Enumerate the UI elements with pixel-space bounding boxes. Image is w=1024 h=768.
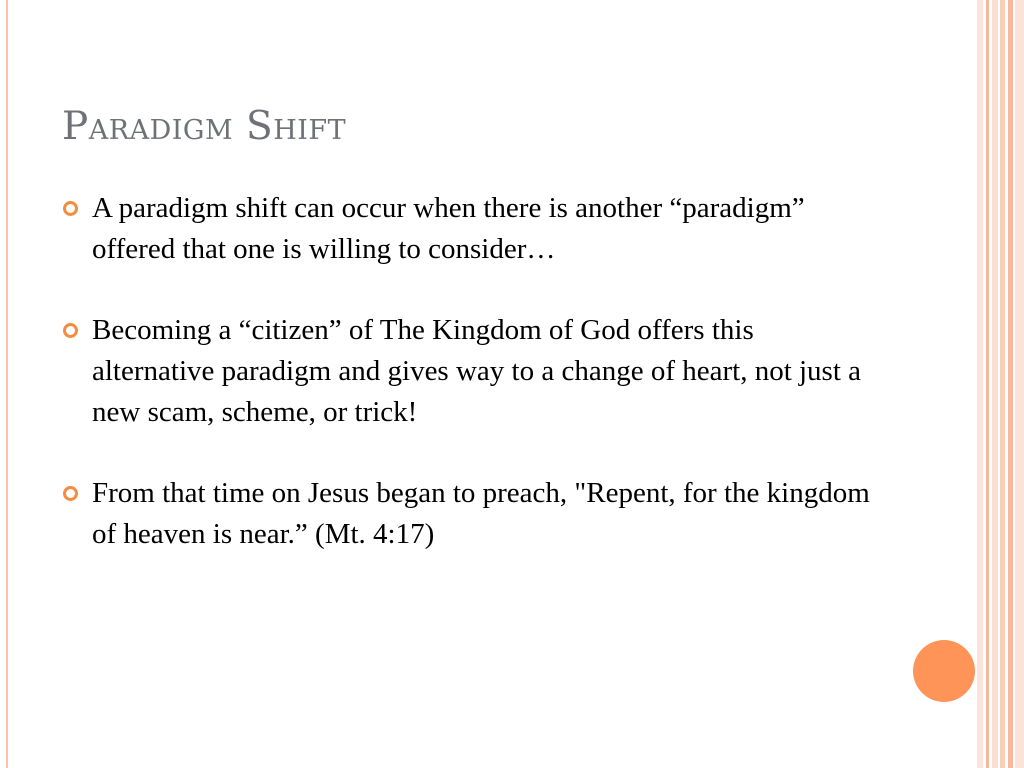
right-stripe-decoration bbox=[977, 0, 983, 768]
right-stripe-decoration bbox=[986, 0, 989, 768]
bullet-text: A paradigm shift can occur when there is another “paradigm” offered that one is willing to consider… bbox=[92, 192, 805, 265]
right-stripe-decoration bbox=[1008, 0, 1013, 768]
bullet-item bbox=[62, 310, 882, 433]
hollow-circle-bullet-icon bbox=[63, 486, 78, 501]
bullet-item bbox=[62, 473, 882, 555]
bullet-item bbox=[62, 188, 882, 270]
left-rule-decoration bbox=[6, 0, 8, 768]
right-stripe-decoration bbox=[1000, 0, 1005, 768]
bullet-text: From that time on Jesus began to preach, "Repent, for the kingdom of heaven is near.” (Mt. 4:17) bbox=[92, 477, 870, 550]
slide-title: Paradigm Shift bbox=[62, 104, 347, 149]
right-stripe-decoration bbox=[992, 0, 998, 768]
hollow-circle-bullet-icon bbox=[63, 201, 78, 216]
bullet-text: Becoming a “citizen” of The Kingdom of God offers this alternative paradigm and gives way to a change of heart, not just a new scam, scheme, or trick! bbox=[92, 314, 862, 428]
hollow-circle-bullet-icon bbox=[63, 323, 78, 338]
right-stripe-decoration bbox=[1015, 0, 1024, 768]
orange-circle-decoration bbox=[913, 640, 975, 702]
bullet-list bbox=[62, 188, 882, 595]
